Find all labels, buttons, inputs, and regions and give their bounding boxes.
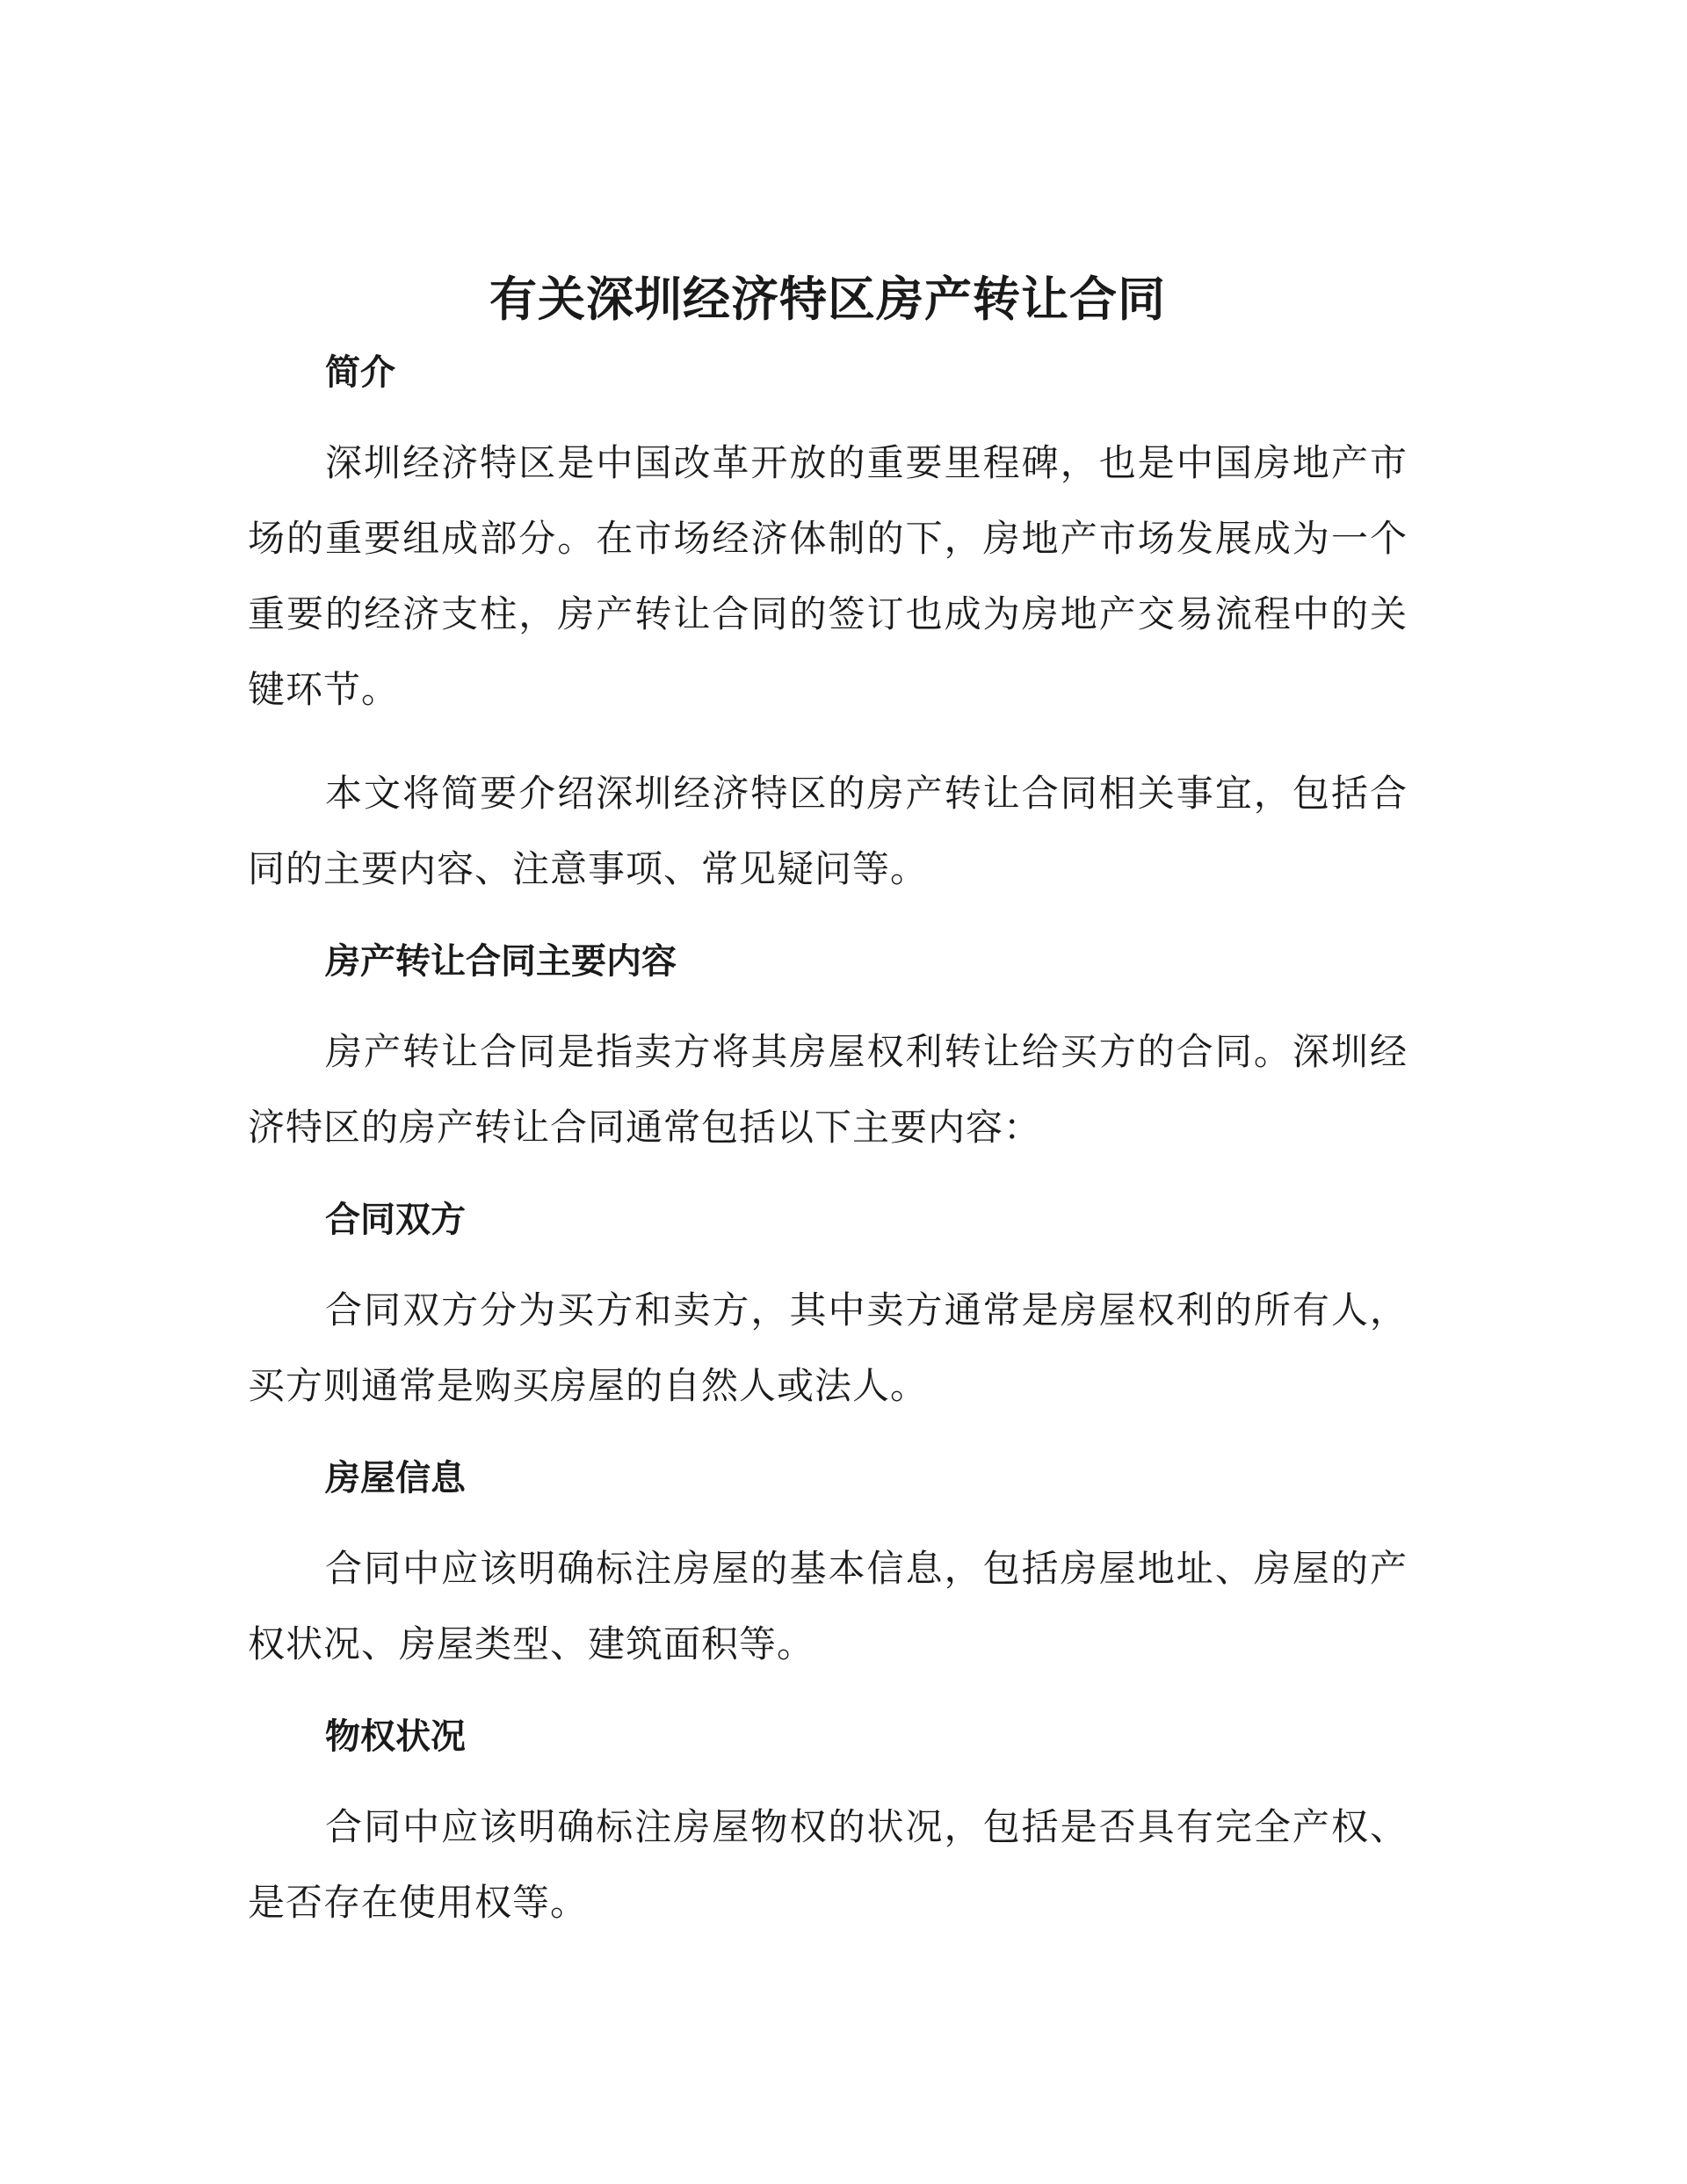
paragraph: 深圳经济特区是中国改革开放的重要里程碑，也是中国房地产市场的重要组成部分。在市场经济体制的下，房地产市场发展成为一个重要的经济支柱，房产转让合同的签订也成为房地产交易流程中的关键环节。 (248, 441, 1408, 711)
paragraph: 合同中应该明确标注房屋物权的状况，包括是否具有完全产权、是否存在使用权等。 (248, 1805, 1408, 1924)
spacer (248, 1246, 1408, 1273)
document-title: 有关深圳经济特区房产转让合同 (489, 271, 1166, 327)
spacer (248, 907, 1408, 935)
document-body (248, 264, 1408, 1941)
spacer (248, 399, 1408, 425)
paragraph: 合同双方分为买方和卖方，其中卖方通常是房屋权利的所有人，买方则通常是购买房屋的自然人或法人。 (248, 1288, 1408, 1407)
spacer (248, 1505, 1408, 1531)
spacer (248, 728, 1408, 756)
paragraph: 房产转让合同是指卖方将其房屋权利转让给买方的合同。深圳经济特区的房产转让合同通常包括以下主要内容： (248, 1030, 1408, 1149)
spacer (248, 1424, 1408, 1452)
section-heading-property-rights: 物权状况 (325, 1716, 466, 1757)
section-heading-intro: 简介 (325, 352, 395, 393)
section-heading-main-content: 房产转让合同主要内容 (325, 940, 677, 982)
spacer (248, 1682, 1408, 1710)
paragraph: 合同中应该明确标注房屋的基本信息，包括房屋地址、房屋的产权状况、房屋类型、建筑面积等。 (248, 1547, 1408, 1665)
spacer (248, 988, 1408, 1014)
section-heading-property-info: 房屋信息 (325, 1457, 466, 1498)
spacer (248, 1763, 1408, 1789)
paragraph: 本文将简要介绍深圳经济特区的房产转让合同相关事宜，包括合同的主要内容、注意事项、常见疑问等。 (248, 772, 1408, 890)
section-heading-parties: 合同双方 (325, 1199, 466, 1240)
spacer (248, 1165, 1408, 1194)
